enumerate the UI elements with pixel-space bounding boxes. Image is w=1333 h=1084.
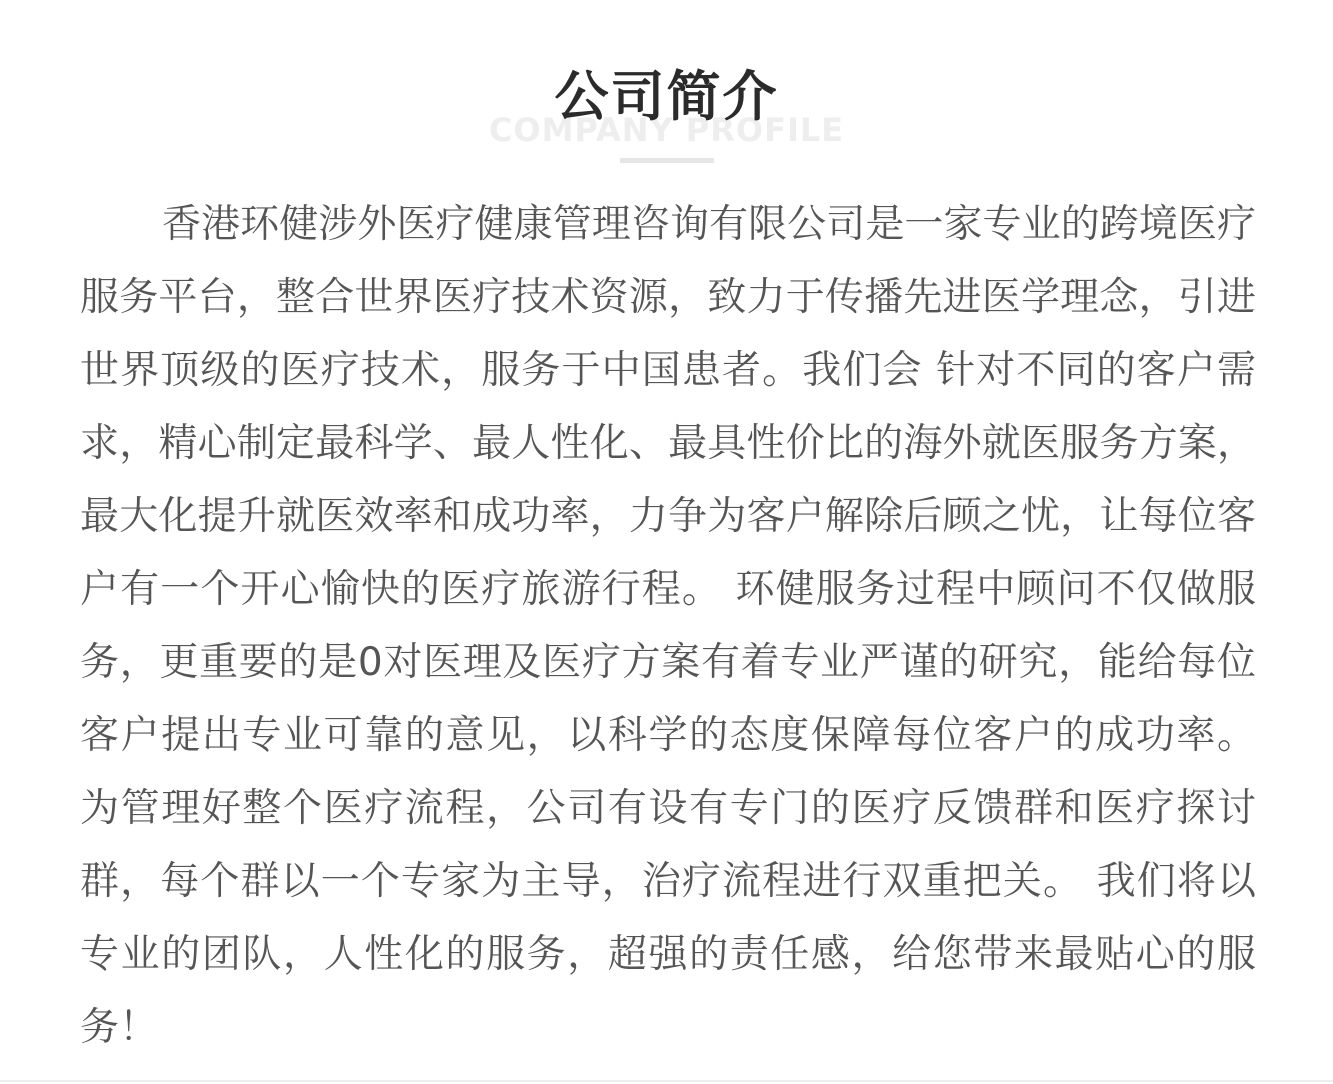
section-title: 公司简介: [554, 65, 779, 128]
title-divider: [620, 158, 714, 163]
section-header: [0, 0, 1333, 170]
section-subtitle: COMPANY PROFILE: [488, 111, 845, 149]
bottom-divider: [0, 1080, 1333, 1082]
company-intro-paragraph: 香港环健涉外医疗健康管理咨询有限公司是一家专业的跨境医疗服务平台，整合世界医疗技术资源，致力于传播先进医学理念，引进世界顶级的医疗技术，服务于中国患者。我们会 针对不同的客户需求，精心制定最科学、最人性化、最具性价比的海外就医服务方案，最大化提升就医效率和成功率，力争为客户解除后顾之忧，让每位客户有一个开心愉快的医疗旅游行程。 环健服务过程中顾问不仅做服务，更重要的是0对医理及医疗方案有着专业严谨的研究，能给每位客户提出专业可靠的意见，以科学的态度保障每位客户的成功率。 为管理好整个医疗流程，公司有设有专门的医疗反馈群和医疗探讨群，每个群以一个专家为主导，治疗流程进行双重把关。 我们将以专业的团队，人性化的服务，超强的责任感，给您带来最贴心的服务！: [80, 202, 1256, 1050]
